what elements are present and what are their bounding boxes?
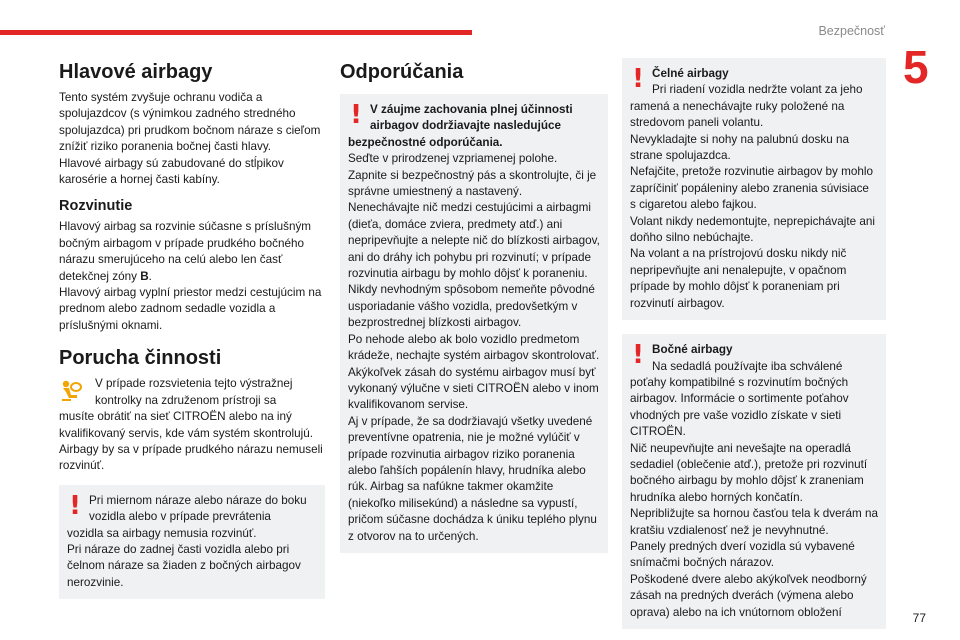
warning-exclamation-icon: ! [69,490,81,521]
chapter-number: 5 [903,41,929,93]
deployment-description: Hlavový airbag sa rozvinie súčasne s príslušným bočným airbagom v prípade prudkého bočného nárazu smerujúceho na celú alebo len časť detekčnej zóny B. Hlavový airbag vyplní priestor medzi cestujúcim na prednom alebo zadnom sedadle vozidla a príslušnými oknami. [59,220,322,332]
front-airbags-title: Čelné airbagy [652,67,729,80]
header-accent-bar [0,30,472,35]
section-title: Bezpečnosť [818,24,885,38]
malfunction-paragraph: V prípade rozsvietenia tejto výstražnej kontrolky na združenom prístroji sa musíte obrátiť na sieť CITROËN alebo na iný kvalifikovaný servis, kde vám systém skontrolujú. Airbagy by sa v prípade prudkého nárazu nemuseli rozvinúť. [59,377,323,473]
heading-recommendations: Odporúčania [340,61,464,83]
column-left [59,56,325,599]
warning-exclamation-icon: ! [632,64,644,94]
warning-exclamation-icon: ! [350,100,362,130]
page-number: 77 [912,611,926,625]
heading-deployment: Rozvinutie [59,198,133,215]
head-airbags-description: Tento systém zvyšuje ochranu vodiča a spolujazdcov (s výnimkou zadného stredného spolujazdca) pri prudkom bočnom náraze s cieľom znížiť riziko poranenia bočnej časti hlavy. Hlavové airbagy sú zabudované do stĺpikov karosérie a hornej časti kabíny. [59,91,321,187]
heading-malfunction: Porucha činnosti [59,347,222,370]
side-airbags-title: Bočné airbagy [652,343,733,357]
airbag-warning-icon [59,378,85,404]
warning-exclamation-icon: ! [632,340,644,371]
warning-box-recommendations: ! V záujme zachovania plnej účinnosti airbagov dodržiavajte nasledujúce bezpečnostné odporúčania. Seďte v prirodzenej vzpriamenej polohe. Zapnite si bezpečnostný pás a skontrolujte, či je správne umiestnený a nastavený. Nenechávajte nič medzi cestujúcimi a airbagmi (dieťa, domáce zviera, predmety atď.) ani nepripevňujte a nelepte nič do blízkosti airbagov, ani do dráhy ich pohybu pri rozvinutí; v prípade rozvinutia airbagu by mohlo dôjsť k poraneniu. Nikdy nevhodným spôsobom nemeňte pôvodné usporiadanie vášho vozidla, predovšetkým v bezprostrednej blízkosti airbagov. Po nehode alebo ak bolo vozidlo predmetom krádeže, nechajte systém airbagov skontrolovať. Akýkoľvek zásah do systému airbagov musí byť vykonaný výlučne v sieti CITROËN alebo v inom kvalifikovanom servise. Aj v prípade, že sa dodržiavajú všetky uvedené preventívne opatrenia, nie je možné vylúčiť v prípade rozvinutia airbagov riziko poranenia alebo ľahších popálenín hlavy, hrudníka alebo rúk. Airbag sa nafúkne takmer okamžite (niekoľko milisekúnd) a následne sa vypustí, pričom súčasne dochádza k úniku teplého plynu z otvorov na to určených. [340,94,608,553]
column-middle [340,56,608,553]
zone-letter: B [140,269,149,283]
heading-head-airbags: Hlavové airbagy [59,61,213,83]
warning-box-side-airbags: ! Bočné airbagy Na sedadlá používajte iba schválené poťahy kompatibilné s rozvinutím bočných airbagov. Informácie o sortimente poťahov vhodných pre vaše vozidlo získate v sieti CITROËN. Nič neupevňujte ani nevešajte na operadlá sedadiel (oblečenie atď.), pretože pri rozvinutí bočného airbagu by mohlo dôjsť k zraneniam hrudníka alebo horných končatín. Nepribližujte sa hornou časťou tela k dverám na kratšiu vzdialenosť než je nevyhnutné. Panely predných dverí vozidla sú vybavené snímačmi bočných nárazov. Poškodené dvere alebo akýkoľvek neodborný zásah na predných dverách (výmena alebo oprava) alebo na ich vnútornom obložení [622,334,886,629]
column-right [622,56,886,629]
warning-box-front-airbags: ! Čelné airbagy Pri riadení vozidla nedržte volant za jeho ramená a nenechávajte ruky položené na stredovom paneli volantu. Nevykladajte si nohy na palubnú dosku na strane spolujazdca. Nefajčite, pretože rozvinutie airbagov by mohlo zapríčiniť popáleniny alebo zranenia súvisiace s cigaretou alebo fajkou. Volant nikdy nedemontujte, neprepichávajte ani doňho silno nebúchajte. Na volant a na prístrojovú dosku nikdy nič nepripevňujte ani nenalepujte, v opačnom prípade by mohlo dôjsť k poraneniam pri rozvinutí airbagov. [622,58,886,320]
warning-box-minor-impact: ! Pri miernom náraze alebo náraze do boku vozidla alebo v prípade prevrátenia vozidla sa airbagy nemusia rozvinúť. Pri náraze do zadnej časti vozidla alebo pri čelnom náraze sa žiaden z bočných airbagov nerozvinie. [59,485,325,599]
